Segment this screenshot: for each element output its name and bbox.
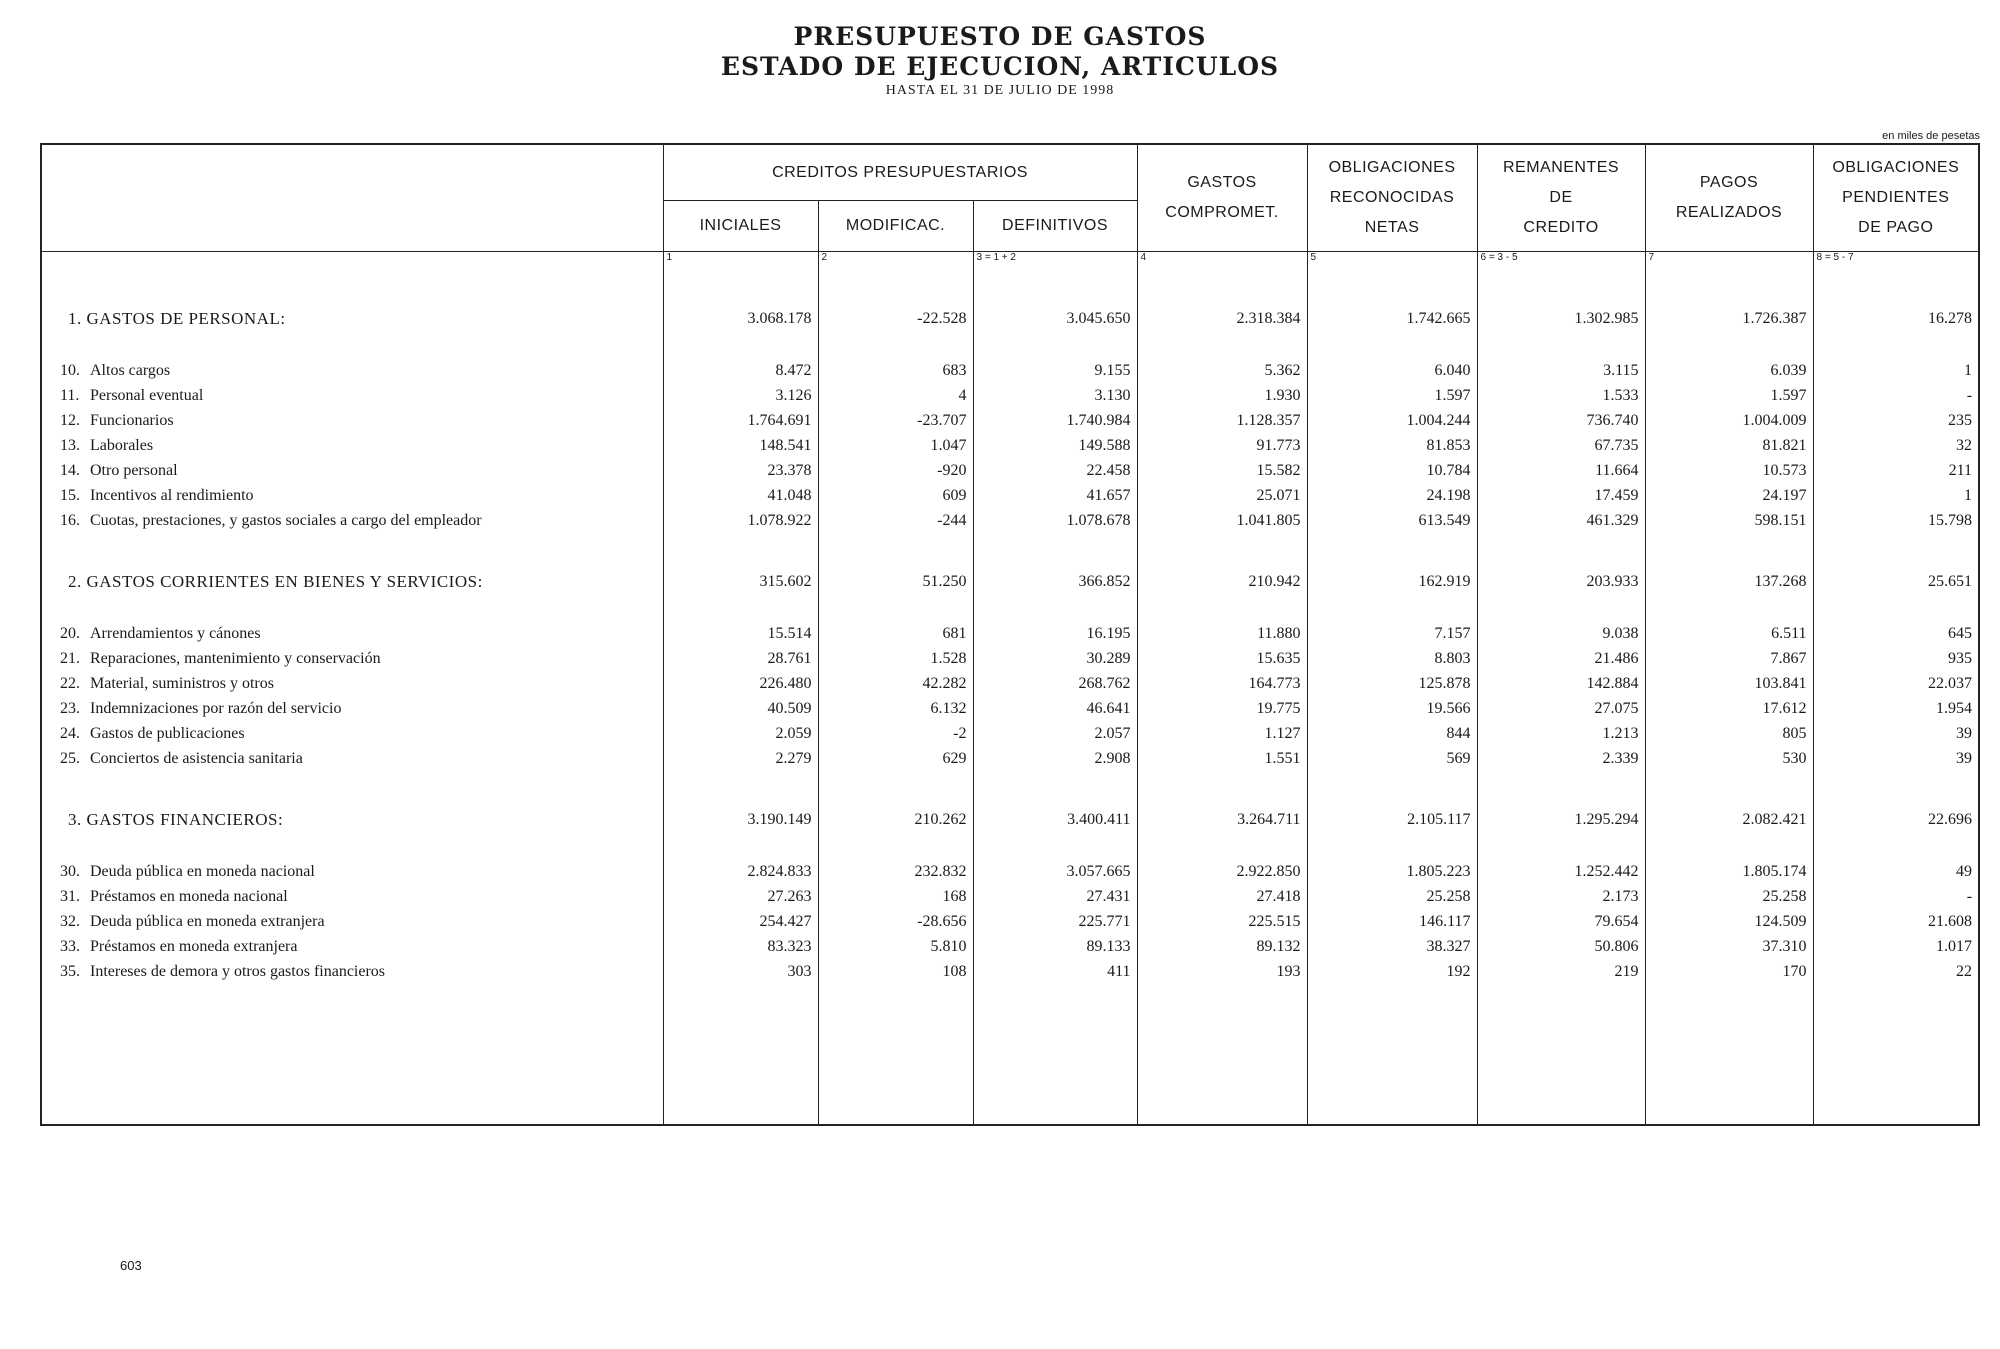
item-code: 16. bbox=[60, 511, 80, 529]
table-row-label bbox=[41, 483, 663, 508]
value-cell: 27.418 bbox=[1137, 884, 1307, 909]
value-cell: 79.654 bbox=[1477, 909, 1645, 934]
value-cell: 37.310 bbox=[1645, 934, 1813, 959]
value-cell: 1 bbox=[1813, 483, 1979, 508]
table-row bbox=[41, 909, 1979, 934]
value-cell: 2.339 bbox=[1477, 746, 1645, 771]
value-cell: 22 bbox=[1813, 959, 1979, 984]
item-label: Otro personal bbox=[90, 461, 178, 479]
value-cell: 1 bbox=[1813, 358, 1979, 383]
item-code: 24. bbox=[60, 724, 80, 742]
table-row-label bbox=[41, 909, 663, 934]
value-cell: 1.004.009 bbox=[1645, 408, 1813, 433]
spacer-row bbox=[41, 332, 1979, 358]
value-cell: - bbox=[1813, 884, 1979, 909]
value-cell: 1.726.387 bbox=[1645, 306, 1813, 332]
value-cell: 1.764.691 bbox=[663, 408, 818, 433]
budget-table bbox=[40, 143, 1980, 1126]
value-cell: 27.075 bbox=[1477, 696, 1645, 721]
value-cell: 24.198 bbox=[1307, 483, 1477, 508]
value-cell: 1.302.985 bbox=[1477, 306, 1645, 332]
item-label: Cuotas, prestaciones, y gastos sociales a cargo del empleador bbox=[90, 511, 482, 529]
value-cell: 19.775 bbox=[1137, 696, 1307, 721]
item-code: 33. bbox=[60, 937, 80, 955]
value-cell: 1.295.294 bbox=[1477, 807, 1645, 833]
ref-cell: 1 bbox=[663, 252, 818, 271]
value-cell: 1.017 bbox=[1813, 934, 1979, 959]
value-cell: 1.213 bbox=[1477, 721, 1645, 746]
item-label: Conciertos de asistencia sanitaria bbox=[90, 749, 303, 767]
value-cell: 17.612 bbox=[1645, 696, 1813, 721]
value-cell: 67.735 bbox=[1477, 433, 1645, 458]
value-cell: 613.549 bbox=[1307, 508, 1477, 533]
value-cell: 225.771 bbox=[973, 909, 1137, 934]
value-cell: 6.040 bbox=[1307, 358, 1477, 383]
item-code: 31. bbox=[60, 887, 80, 905]
value-cell: 6.511 bbox=[1645, 621, 1813, 646]
table-row-label bbox=[41, 959, 663, 984]
value-cell: 22.696 bbox=[1813, 807, 1979, 833]
spacer-row bbox=[41, 595, 1979, 621]
value-cell: -23.707 bbox=[818, 408, 973, 433]
value-cell: 146.117 bbox=[1307, 909, 1477, 934]
value-cell: 49 bbox=[1813, 859, 1979, 884]
spacer-row bbox=[41, 771, 1979, 807]
value-cell: 25.258 bbox=[1307, 884, 1477, 909]
value-cell: 89.132 bbox=[1137, 934, 1307, 959]
value-cell: 39 bbox=[1813, 721, 1979, 746]
value-cell: 226.480 bbox=[663, 671, 818, 696]
value-cell: 103.841 bbox=[1645, 671, 1813, 696]
value-cell: 683 bbox=[818, 358, 973, 383]
value-cell: 219 bbox=[1477, 959, 1645, 984]
value-cell: 32 bbox=[1813, 433, 1979, 458]
table-row bbox=[41, 884, 1979, 909]
value-cell: 235 bbox=[1813, 408, 1979, 433]
value-cell: 2.057 bbox=[973, 721, 1137, 746]
value-cell: 39 bbox=[1813, 746, 1979, 771]
value-cell: 681 bbox=[818, 621, 973, 646]
value-cell: 736.740 bbox=[1477, 408, 1645, 433]
value-cell: 1.597 bbox=[1645, 383, 1813, 408]
item-label: Deuda pública en moneda extranjera bbox=[90, 912, 325, 930]
spacer-row bbox=[41, 833, 1979, 859]
value-cell: 411 bbox=[973, 959, 1137, 984]
value-cell: 366.852 bbox=[973, 569, 1137, 595]
value-cell: 1.252.442 bbox=[1477, 859, 1645, 884]
value-cell: 21.486 bbox=[1477, 646, 1645, 671]
table-row-label bbox=[41, 934, 663, 959]
item-label: Altos cargos bbox=[90, 361, 171, 379]
value-cell: 51.250 bbox=[818, 569, 973, 595]
value-cell: 3.130 bbox=[973, 383, 1137, 408]
table-row bbox=[41, 859, 1979, 884]
table-row-label bbox=[41, 433, 663, 458]
value-cell: 1.551 bbox=[1137, 746, 1307, 771]
value-cell: 315.602 bbox=[663, 569, 818, 595]
value-cell: 22.037 bbox=[1813, 671, 1979, 696]
value-cell: 10.573 bbox=[1645, 458, 1813, 483]
value-cell: 609 bbox=[818, 483, 973, 508]
value-cell: 168 bbox=[818, 884, 973, 909]
item-code: 20. bbox=[60, 624, 80, 642]
table-row bbox=[41, 358, 1979, 383]
value-cell: 40.509 bbox=[663, 696, 818, 721]
table-row-label bbox=[41, 696, 663, 721]
value-cell: - bbox=[1813, 383, 1979, 408]
value-cell: 1.004.244 bbox=[1307, 408, 1477, 433]
value-cell: 164.773 bbox=[1137, 671, 1307, 696]
value-cell: 41.048 bbox=[663, 483, 818, 508]
value-cell: 844 bbox=[1307, 721, 1477, 746]
value-cell: 4 bbox=[818, 383, 973, 408]
item-code: 35. bbox=[60, 962, 80, 980]
value-cell: 50.806 bbox=[1477, 934, 1645, 959]
value-cell: 10.784 bbox=[1307, 458, 1477, 483]
value-cell: 211 bbox=[1813, 458, 1979, 483]
table-row bbox=[41, 746, 1979, 771]
value-cell: -920 bbox=[818, 458, 973, 483]
value-cell: 38.327 bbox=[1307, 934, 1477, 959]
value-cell: 232.832 bbox=[818, 859, 973, 884]
item-code: 12. bbox=[60, 411, 80, 429]
value-cell: 2.922.850 bbox=[1137, 859, 1307, 884]
value-cell: 3.057.665 bbox=[973, 859, 1137, 884]
value-cell: 3.115 bbox=[1477, 358, 1645, 383]
reference-row bbox=[41, 252, 1979, 271]
value-cell: 2.105.117 bbox=[1307, 807, 1477, 833]
ref-cell: 4 bbox=[1137, 252, 1307, 271]
table-row bbox=[41, 483, 1979, 508]
item-code: 32. bbox=[60, 912, 80, 930]
ref-cell: 2 bbox=[818, 252, 973, 271]
table-row bbox=[41, 458, 1979, 483]
table-row bbox=[41, 383, 1979, 408]
table-row bbox=[41, 621, 1979, 646]
item-label: Préstamos en moneda nacional bbox=[90, 887, 288, 905]
value-cell: 3.045.650 bbox=[973, 306, 1137, 332]
report-date: HASTA EL 31 DE JULIO DE 1998 bbox=[885, 83, 1115, 98]
value-cell: 41.657 bbox=[973, 483, 1137, 508]
value-cell: 5.810 bbox=[818, 934, 973, 959]
section-row bbox=[41, 569, 1979, 595]
table-row-label bbox=[41, 408, 663, 433]
value-cell: 46.641 bbox=[973, 696, 1137, 721]
item-label: Intereses de demora y otros gastos financieros bbox=[90, 962, 386, 980]
units-note: en miles de pesetas bbox=[1882, 130, 1980, 142]
value-cell: 19.566 bbox=[1307, 696, 1477, 721]
value-cell: 16.195 bbox=[973, 621, 1137, 646]
value-cell: 162.919 bbox=[1307, 569, 1477, 595]
value-cell: 935 bbox=[1813, 646, 1979, 671]
table-row-label bbox=[41, 621, 663, 646]
value-cell: 125.878 bbox=[1307, 671, 1477, 696]
table-row-label bbox=[41, 884, 663, 909]
ref-cell: 5 bbox=[1307, 252, 1477, 271]
spacer-row bbox=[41, 533, 1979, 569]
value-cell: 1.041.805 bbox=[1137, 508, 1307, 533]
value-cell: 1.954 bbox=[1813, 696, 1979, 721]
value-cell: 17.459 bbox=[1477, 483, 1645, 508]
item-label: Arrendamientos y cánones bbox=[90, 624, 261, 642]
value-cell: 1.128.357 bbox=[1137, 408, 1307, 433]
ref-cell: 7 bbox=[1645, 252, 1813, 271]
section-row-label: 2. GASTOS CORRIENTES EN BIENES Y SERVICIOS: bbox=[68, 572, 483, 591]
item-label: Préstamos en moneda extranjera bbox=[90, 937, 298, 955]
value-cell: 7.867 bbox=[1645, 646, 1813, 671]
report-title: PRESUPUESTO DE GASTOS bbox=[793, 22, 1207, 51]
value-cell: 2.824.833 bbox=[663, 859, 818, 884]
header-definitivos: DEFINITIVOS bbox=[973, 201, 1137, 252]
value-cell: -2 bbox=[818, 721, 973, 746]
item-label: Deuda pública en moneda nacional bbox=[90, 862, 315, 880]
ref-cell: 8 = 5 - 7 bbox=[1813, 252, 1979, 271]
value-cell: 1.047 bbox=[818, 433, 973, 458]
header-pendientes: OBLIGACIONES PENDIENTES DE PAGO bbox=[1813, 144, 1979, 252]
table-row-label bbox=[41, 383, 663, 408]
value-cell: 1.805.223 bbox=[1307, 859, 1477, 884]
section-row-label: 3. GASTOS FINANCIEROS: bbox=[68, 810, 284, 829]
value-cell: 8.472 bbox=[663, 358, 818, 383]
value-cell: 15.798 bbox=[1813, 508, 1979, 533]
value-cell: 27.431 bbox=[973, 884, 1137, 909]
value-cell: 89.133 bbox=[973, 934, 1137, 959]
value-cell: 21.608 bbox=[1813, 909, 1979, 934]
value-cell: 5.362 bbox=[1137, 358, 1307, 383]
table-row-label bbox=[41, 671, 663, 696]
table-row-label bbox=[41, 508, 663, 533]
value-cell: 3.400.411 bbox=[973, 807, 1137, 833]
item-code: 10. bbox=[60, 361, 80, 379]
value-cell: 3.264.711 bbox=[1137, 807, 1307, 833]
value-cell: 1.078.678 bbox=[973, 508, 1137, 533]
item-code: 23. bbox=[60, 699, 80, 717]
value-cell: 24.197 bbox=[1645, 483, 1813, 508]
value-cell: 16.278 bbox=[1813, 306, 1979, 332]
value-cell: 2.173 bbox=[1477, 884, 1645, 909]
value-cell: 142.884 bbox=[1477, 671, 1645, 696]
header-remanentes: REMANENTES DE CREDITO bbox=[1477, 144, 1645, 252]
value-cell: 569 bbox=[1307, 746, 1477, 771]
table-row bbox=[41, 721, 1979, 746]
value-cell: 210.262 bbox=[818, 807, 973, 833]
table-row bbox=[41, 934, 1979, 959]
item-label: Laborales bbox=[90, 436, 154, 454]
value-cell: 1.930 bbox=[1137, 383, 1307, 408]
table-row bbox=[41, 696, 1979, 721]
value-cell: 9.155 bbox=[973, 358, 1137, 383]
value-cell: 268.762 bbox=[973, 671, 1137, 696]
value-cell: 28.761 bbox=[663, 646, 818, 671]
value-cell: 3.126 bbox=[663, 383, 818, 408]
value-cell: 15.514 bbox=[663, 621, 818, 646]
value-cell: 25.258 bbox=[1645, 884, 1813, 909]
table-row-label bbox=[41, 358, 663, 383]
value-cell: 149.588 bbox=[973, 433, 1137, 458]
table-row-label bbox=[41, 458, 663, 483]
value-cell: 303 bbox=[663, 959, 818, 984]
value-cell: 23.378 bbox=[663, 458, 818, 483]
value-cell: 2.318.384 bbox=[1137, 306, 1307, 332]
value-cell: 15.582 bbox=[1137, 458, 1307, 483]
value-cell: 461.329 bbox=[1477, 508, 1645, 533]
section-row bbox=[41, 306, 1979, 332]
value-cell: 170 bbox=[1645, 959, 1813, 984]
value-cell: 9.038 bbox=[1477, 621, 1645, 646]
value-cell: 203.933 bbox=[1477, 569, 1645, 595]
item-code: 30. bbox=[60, 862, 80, 880]
value-cell: 225.515 bbox=[1137, 909, 1307, 934]
value-cell: 3.190.149 bbox=[663, 807, 818, 833]
value-cell: 2.059 bbox=[663, 721, 818, 746]
report-subtitle: ESTADO DE EJECUCION, ARTICULOS bbox=[720, 52, 1280, 81]
header-pagos: PAGOS REALIZADOS bbox=[1645, 144, 1813, 252]
value-cell: 148.541 bbox=[663, 433, 818, 458]
value-cell: 27.263 bbox=[663, 884, 818, 909]
header-creditos: CREDITOS PRESUPUESTARIOS bbox=[663, 144, 1137, 201]
header-iniciales: INICIALES bbox=[663, 201, 818, 252]
item-code: 13. bbox=[60, 436, 80, 454]
item-code: 15. bbox=[60, 486, 80, 504]
table-row bbox=[41, 508, 1979, 533]
value-cell: 193 bbox=[1137, 959, 1307, 984]
value-cell: 8.803 bbox=[1307, 646, 1477, 671]
table-row-label bbox=[41, 746, 663, 771]
table-row bbox=[41, 408, 1979, 433]
value-cell: 530 bbox=[1645, 746, 1813, 771]
section-row bbox=[41, 807, 1979, 833]
value-cell: 1.742.665 bbox=[1307, 306, 1477, 332]
value-cell: -28.656 bbox=[818, 909, 973, 934]
item-code: 21. bbox=[60, 649, 80, 667]
value-cell: 42.282 bbox=[818, 671, 973, 696]
value-cell: 192 bbox=[1307, 959, 1477, 984]
value-cell: 137.268 bbox=[1645, 569, 1813, 595]
value-cell: 2.279 bbox=[663, 746, 818, 771]
value-cell: 11.664 bbox=[1477, 458, 1645, 483]
ref-cell: 3 = 1 + 2 bbox=[973, 252, 1137, 271]
value-cell: 91.773 bbox=[1137, 433, 1307, 458]
value-cell: 30.289 bbox=[973, 646, 1137, 671]
item-label: Gastos de publicaciones bbox=[90, 724, 245, 742]
item-label: Funcionarios bbox=[90, 411, 174, 429]
header-gastos: GASTOS COMPROMET. bbox=[1137, 144, 1307, 252]
value-cell: 1.740.984 bbox=[973, 408, 1137, 433]
table-row bbox=[41, 671, 1979, 696]
value-cell: 83.323 bbox=[663, 934, 818, 959]
ref-cell: 6 = 3 - 5 bbox=[1477, 252, 1645, 271]
table-row bbox=[41, 959, 1979, 984]
value-cell: 1.078.922 bbox=[663, 508, 818, 533]
value-cell: 645 bbox=[1813, 621, 1979, 646]
value-cell: 2.082.421 bbox=[1645, 807, 1813, 833]
value-cell: 3.068.178 bbox=[663, 306, 818, 332]
value-cell: 1.528 bbox=[818, 646, 973, 671]
section-row-label: 1. GASTOS DE PERSONAL: bbox=[68, 309, 286, 328]
item-code: 11. bbox=[60, 386, 80, 404]
value-cell: 629 bbox=[818, 746, 973, 771]
value-cell: 1.533 bbox=[1477, 383, 1645, 408]
item-label: Incentivos al rendimiento bbox=[90, 486, 254, 504]
item-code: 25. bbox=[60, 749, 80, 767]
table-row bbox=[41, 433, 1979, 458]
value-cell: 210.942 bbox=[1137, 569, 1307, 595]
report-header bbox=[0, 22, 2000, 100]
item-code: 22. bbox=[60, 674, 80, 692]
item-label: Material, suministros y otros bbox=[90, 674, 274, 692]
value-cell: 1.805.174 bbox=[1645, 859, 1813, 884]
value-cell: 25.071 bbox=[1137, 483, 1307, 508]
value-cell: 81.853 bbox=[1307, 433, 1477, 458]
header-obligaciones: OBLIGACIONES RECONOCIDAS NETAS bbox=[1307, 144, 1477, 252]
header-modificac: MODIFICAC. bbox=[818, 201, 973, 252]
value-cell: 1.127 bbox=[1137, 721, 1307, 746]
value-cell: 81.821 bbox=[1645, 433, 1813, 458]
value-cell: 805 bbox=[1645, 721, 1813, 746]
value-cell: -22.528 bbox=[818, 306, 973, 332]
item-label: Personal eventual bbox=[90, 386, 204, 404]
table-row bbox=[41, 646, 1979, 671]
item-code: 14. bbox=[60, 461, 80, 479]
value-cell: -244 bbox=[818, 508, 973, 533]
value-cell: 22.458 bbox=[973, 458, 1137, 483]
table-row-label bbox=[41, 859, 663, 884]
page-number: 603 bbox=[120, 1258, 142, 1273]
table-row-label bbox=[41, 646, 663, 671]
header-blank bbox=[41, 144, 663, 252]
spacer-row bbox=[41, 270, 1979, 306]
table-row-label bbox=[41, 721, 663, 746]
value-cell: 2.908 bbox=[973, 746, 1137, 771]
value-cell: 254.427 bbox=[663, 909, 818, 934]
value-cell: 124.509 bbox=[1645, 909, 1813, 934]
value-cell: 15.635 bbox=[1137, 646, 1307, 671]
value-cell: 108 bbox=[818, 959, 973, 984]
value-cell: 25.651 bbox=[1813, 569, 1979, 595]
value-cell: 6.039 bbox=[1645, 358, 1813, 383]
value-cell: 1.597 bbox=[1307, 383, 1477, 408]
value-cell: 11.880 bbox=[1137, 621, 1307, 646]
value-cell: 6.132 bbox=[818, 696, 973, 721]
value-cell: 7.157 bbox=[1307, 621, 1477, 646]
item-label: Indemnizaciones por razón del servicio bbox=[90, 699, 342, 717]
spacer-row bbox=[41, 984, 1979, 1125]
item-label: Reparaciones, mantenimiento y conservación bbox=[90, 649, 381, 667]
value-cell: 598.151 bbox=[1645, 508, 1813, 533]
